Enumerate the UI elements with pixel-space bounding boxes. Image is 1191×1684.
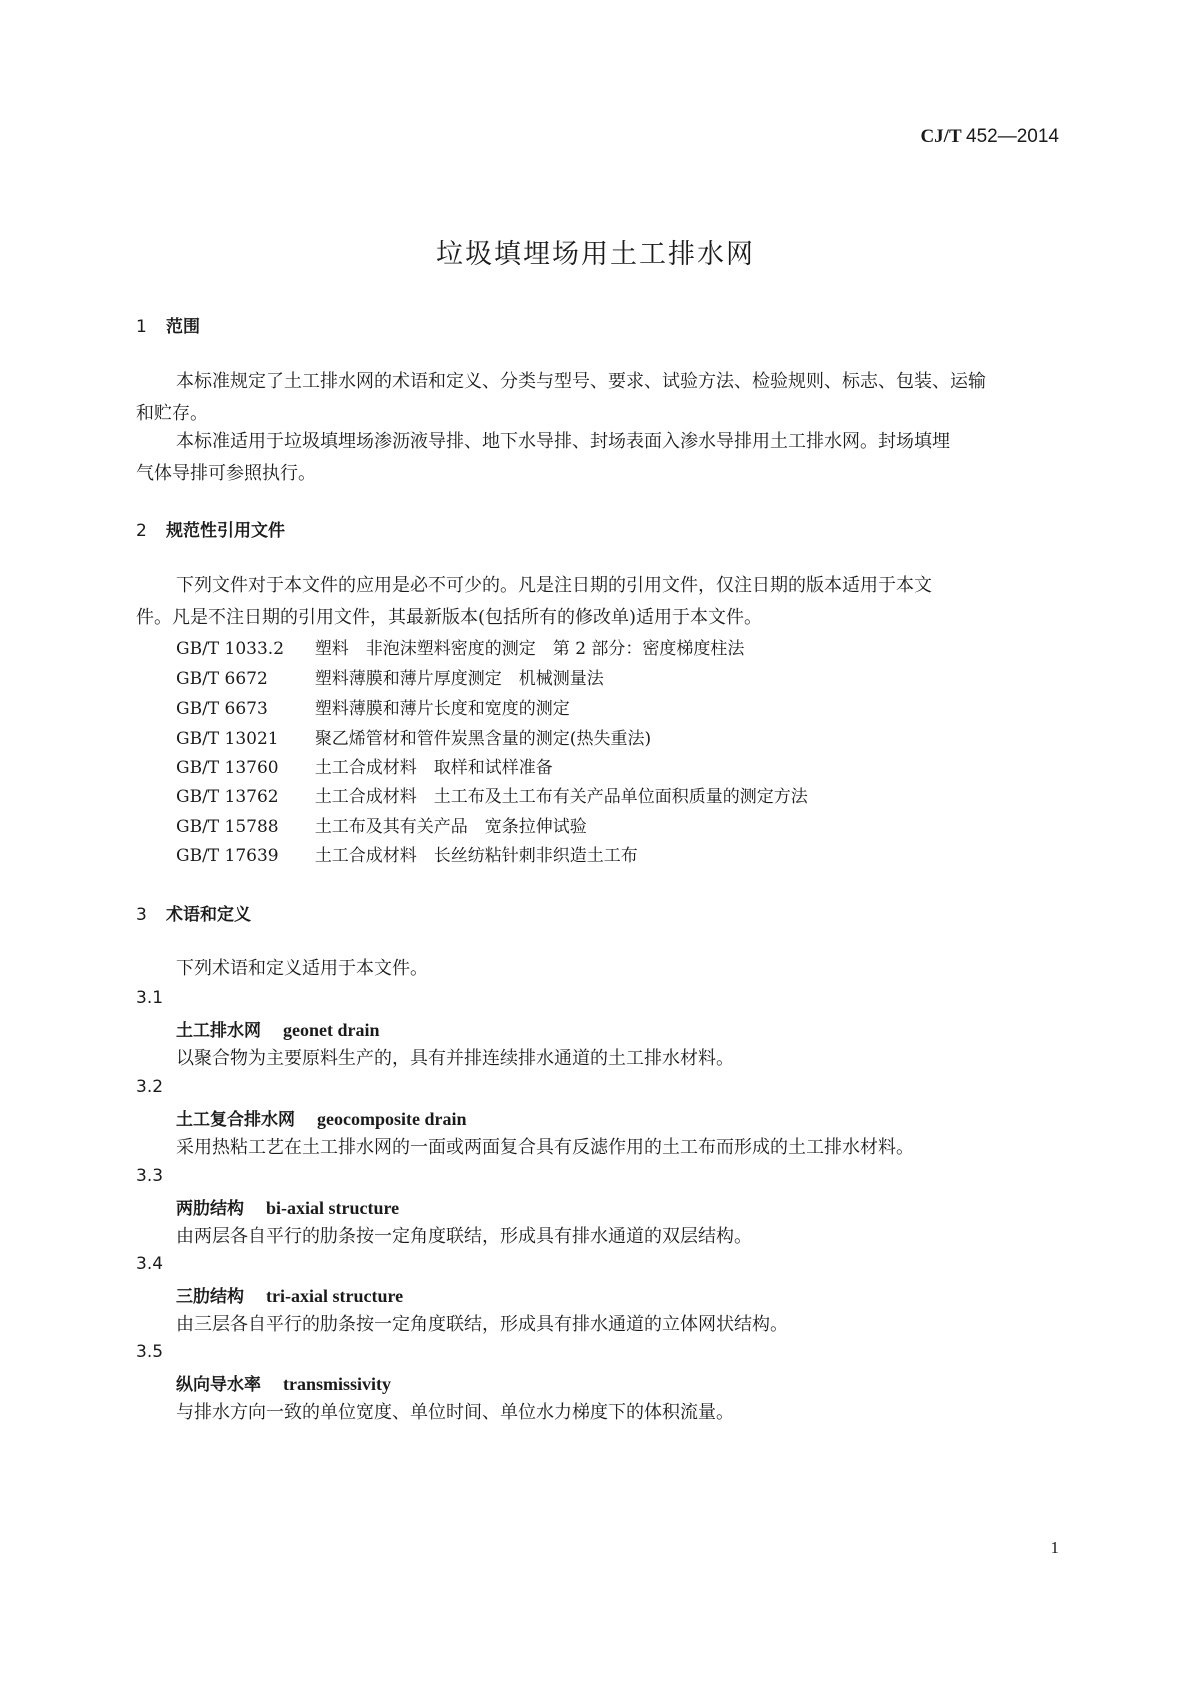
term-name-en: tri-axial structure [266, 1286, 404, 1306]
reference-code: GB/T 17639 [176, 846, 279, 866]
document-code [920, 126, 1059, 148]
term-number: 3.1 [136, 988, 164, 1008]
term-name-zh: 纵向导水率 [176, 1375, 261, 1395]
page-number: 1 [1050, 1538, 1059, 1557]
term-name-zh: 土工排水网 [176, 1021, 261, 1041]
text-line: 本标准规定了土工排水网的术语和定义、分类与型号、要求、试验方法、检验规则、标志、包装、运输 [176, 371, 986, 392]
term-definition: 由两层各自平行的肋条按一定角度联结，形成具有排水通道的双层结构。 [176, 1226, 752, 1247]
reference-title: 土工合成材料 长丝纺粘针刺非织造土工布 [314, 846, 638, 866]
section-title: 规范性引用文件 [166, 521, 285, 541]
section-title: 范围 [166, 317, 200, 337]
term-number: 3.2 [136, 1077, 164, 1097]
reference-code: GB/T 6672 [176, 669, 268, 689]
term-name [176, 1105, 466, 1130]
text-line: 和贮存。 [136, 403, 208, 424]
reference-item [176, 753, 553, 778]
term-number: 3.5 [136, 1342, 164, 1362]
section-number: 2 [136, 521, 147, 541]
reference-item [176, 634, 744, 659]
section-heading-1 [136, 312, 200, 337]
term-name-zh: 土工复合排水网 [176, 1110, 295, 1130]
reference-title: 聚乙烯管材和管件炭黑含量的测定(热失重法) [314, 729, 652, 749]
reference-item [176, 812, 587, 837]
reference-title: 塑料薄膜和薄片长度和宽度的测定 [314, 699, 570, 719]
reference-title: 塑料 非泡沫塑料密度的测定 第 2 部分：密度梯度柱法 [314, 639, 745, 659]
term-name [176, 1370, 391, 1395]
reference-code: GB/T 13760 [176, 758, 279, 778]
term-name-en: transmissivity [283, 1374, 391, 1394]
scope-paragraph-1 [136, 366, 1056, 430]
reference-title: 土工合成材料 土工布及土工布有关产品单位面积质量的测定方法 [314, 787, 808, 807]
text-line: 气体导排可参照执行。 [136, 463, 316, 484]
reference-item [176, 694, 570, 719]
reference-item [176, 724, 651, 749]
reference-item [176, 664, 604, 689]
term-definition: 采用热粘工艺在土工排水网的一面或两面复合具有反滤作用的土工布而形成的土工排水材料。 [176, 1137, 914, 1158]
reference-code: GB/T 13762 [176, 787, 279, 807]
term-name-zh: 三肋结构 [176, 1287, 244, 1307]
term-name-zh: 两肋结构 [176, 1199, 244, 1219]
reference-item [176, 841, 638, 866]
term-number: 3.4 [136, 1254, 164, 1274]
term-name [176, 1194, 399, 1219]
term-name-en: geonet drain [283, 1020, 380, 1040]
term-name-en: bi-axial structure [266, 1198, 400, 1218]
term-number: 3.3 [136, 1166, 164, 1186]
reference-item [176, 782, 808, 807]
section-number: 3 [136, 905, 147, 925]
term-name-en: geocomposite drain [317, 1109, 467, 1129]
term-definition: 由三层各自平行的肋条按一定角度联结，形成具有排水通道的立体网状结构。 [176, 1314, 788, 1335]
document-code-prefix: CJ/T [920, 126, 962, 147]
text-line: 本标准适用于垃圾填埋场渗沥液导排、地下水导排、封场表面入渗水导排用土工排水网。封场填埋 [176, 431, 950, 452]
term-definition: 以聚合物为主要原料生产的，具有并排连续排水通道的土工排水材料。 [176, 1048, 734, 1069]
reference-title: 土工布及其有关产品 宽条拉伸试验 [314, 817, 587, 837]
section-title: 术语和定义 [166, 905, 251, 925]
reference-code: GB/T 15788 [176, 817, 279, 837]
scope-paragraph-2 [136, 426, 1056, 490]
reference-code: GB/T 13021 [176, 729, 279, 749]
reference-title: 塑料薄膜和薄片厚度测定 机械测量法 [314, 669, 604, 689]
reference-code: GB/T 6673 [176, 699, 268, 719]
term-name [176, 1282, 403, 1307]
section-number: 1 [136, 317, 147, 337]
document-code-number: 452—2014 [966, 126, 1059, 147]
section-heading-3 [136, 900, 251, 925]
term-definition: 与排水方向一致的单位宽度、单位时间、单位水力梯度下的体积流量。 [176, 1402, 734, 1423]
section-heading-2 [136, 516, 285, 541]
text-line: 下列文件对于本文件的应用是必不可少的。凡是注日期的引用文件，仅注日期的版本适用于本文 [176, 575, 932, 596]
reference-code: GB/T 1033.2 [176, 639, 285, 659]
term-name [176, 1016, 380, 1041]
terms-intro: 下列术语和定义适用于本文件。 [176, 958, 428, 979]
reference-title: 土工合成材料 取样和试样准备 [314, 758, 553, 778]
text-line: 件。凡是不注日期的引用文件，其最新版本(包括所有的修改单)适用于本文件。 [136, 607, 763, 628]
document-title: 垃圾填埋场用土工排水网 [436, 239, 755, 270]
normative-intro [136, 570, 1056, 634]
